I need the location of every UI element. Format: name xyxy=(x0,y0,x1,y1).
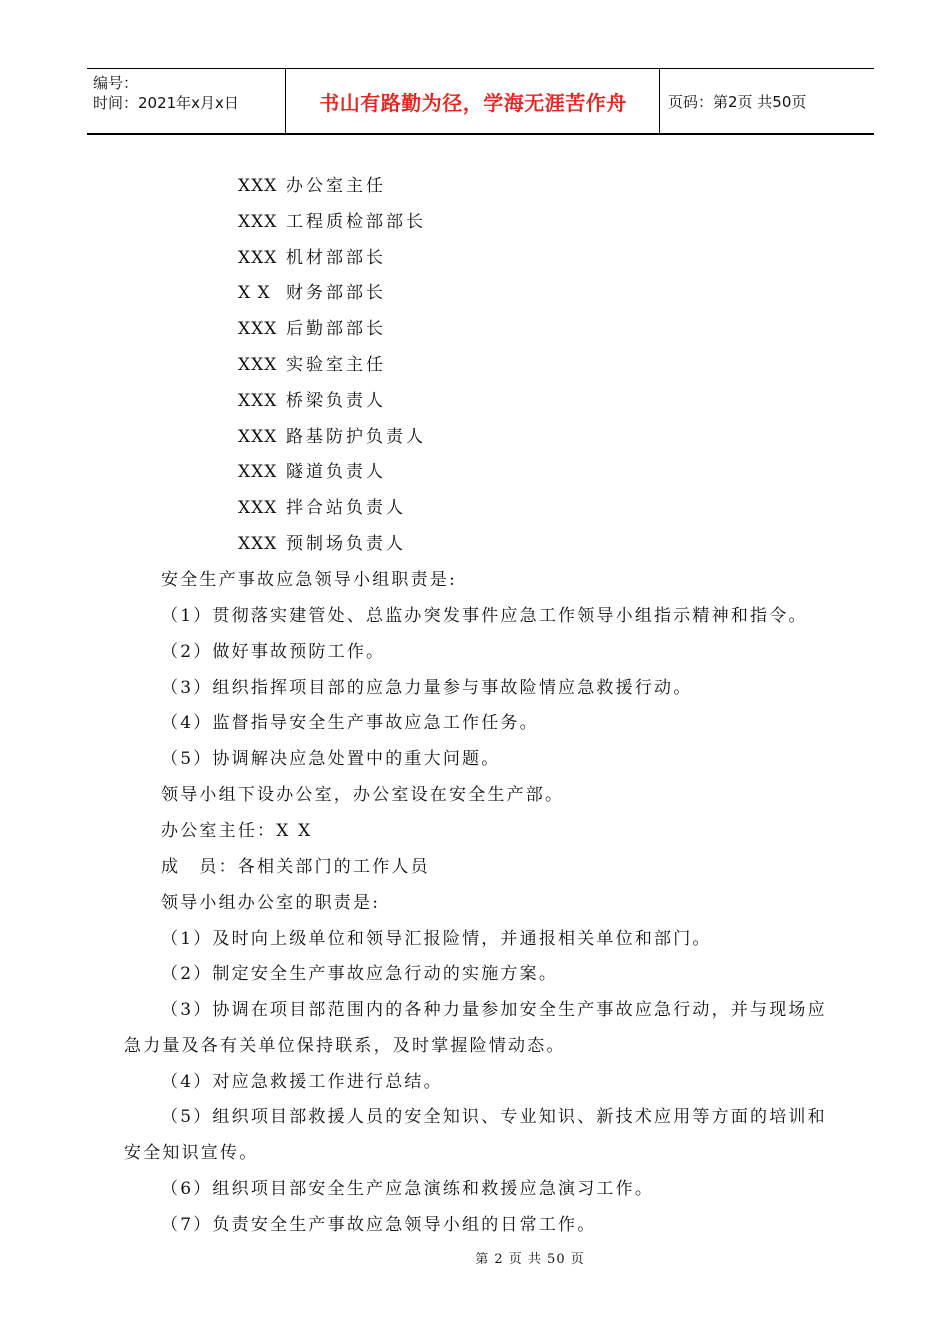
serial-number-label: 编号： xyxy=(93,74,139,92)
header-meta xyxy=(93,73,239,113)
office-duty-item-continued: 急力量及各有关单位保持联系，及时掌握险情动态。 xyxy=(124,1036,566,1056)
header-motto: 书山有路勤为径，学海无涯苦作舟 xyxy=(319,90,627,115)
member-role: 拌合站负责人 xyxy=(286,498,406,518)
member-code: XXX xyxy=(238,427,278,447)
office-duty-item: （6）组织项目部安全生产应急演练和救援应急演习工作。 xyxy=(161,1179,655,1199)
member-code: XXX xyxy=(238,462,278,482)
member-row xyxy=(238,457,386,482)
member-code: XXX xyxy=(238,319,278,339)
member-code: XXX xyxy=(238,534,278,554)
member-role: 预制场负责人 xyxy=(286,534,406,554)
member-row xyxy=(238,278,386,303)
member-row xyxy=(238,207,426,232)
duty-item: （4）监督指导安全生产事故应急工作任务。 xyxy=(161,713,539,733)
duty-item: （2）做好事故预防工作。 xyxy=(161,642,386,662)
member-role: 工程质检部部长 xyxy=(286,212,426,232)
office-director-text: 办公室主任：X X xyxy=(161,821,313,841)
member-role: 办公室主任 xyxy=(286,176,386,196)
duty-item: （3）组织指挥项目部的应急力量参与事故险情应急救援行动。 xyxy=(161,678,693,698)
member-role: 隧道负责人 xyxy=(286,462,386,482)
office-duty-item: （7）负责安全生产事故应急领导小组的日常工作。 xyxy=(161,1215,597,1235)
duty-item: （1）贯彻落实建管处、总监办突发事件应急工作领导小组指示精神和指令。 xyxy=(161,606,808,626)
office-members-text: 成 员：各相关部门的工作人员 xyxy=(161,857,430,877)
member-code: X X xyxy=(238,283,271,303)
member-role: 路基防护负责人 xyxy=(286,427,426,447)
duty-item: （5）协调解决应急处置中的重大问题。 xyxy=(161,749,501,769)
member-role: 桥梁负责人 xyxy=(286,391,386,411)
office-duty-item: （1）及时向上级单位和领导汇报险情，并通报相关单位和部门。 xyxy=(161,929,712,949)
member-row xyxy=(238,386,386,411)
member-row xyxy=(238,243,386,268)
member-code: XXX xyxy=(238,391,278,411)
page-header xyxy=(87,68,874,135)
member-role: 财务部部长 xyxy=(286,283,386,303)
member-row xyxy=(238,493,406,518)
member-row xyxy=(238,314,386,339)
member-code: XXX xyxy=(238,176,278,196)
header-divider-right xyxy=(659,69,660,133)
office-duty-item: （3）协调在项目部范围内的各种力量参加安全生产事故应急行动，并与现场应 xyxy=(161,1000,827,1020)
office-duty-item: （5）组织项目部救援人员的安全知识、专业知识、新技术应用等方面的培训和 xyxy=(161,1107,827,1127)
member-row xyxy=(238,171,386,196)
member-role: 后勤部部长 xyxy=(286,319,386,339)
date-label: 时间：2021年x月x日 xyxy=(93,94,239,112)
page-footer: 第 2 页 共 50 页 xyxy=(475,1252,585,1267)
office-duty-item: （4）对应急救援工作进行总结。 xyxy=(161,1072,443,1092)
office-duties-heading: 领导小组办公室的职责是: xyxy=(161,893,381,913)
member-code: XXX xyxy=(238,248,278,268)
duties-heading: 安全生产事故应急领导小组职责是: xyxy=(161,570,457,590)
office-setup-text: 领导小组下设办公室，办公室设在安全生产部。 xyxy=(161,785,565,805)
member-role: 机材部部长 xyxy=(286,248,386,268)
header-page-info: 页码：第2页 共50页 xyxy=(668,92,807,111)
member-code: XXX xyxy=(238,355,278,375)
member-row xyxy=(238,350,386,375)
office-duty-item-continued: 安全知识宣传。 xyxy=(124,1143,259,1163)
member-code: XXX xyxy=(238,212,278,232)
member-code: XXX xyxy=(238,498,278,518)
member-row xyxy=(238,422,426,447)
member-role: 实验室主任 xyxy=(286,355,386,375)
office-duty-item: （2）制定安全生产事故应急行动的实施方案。 xyxy=(161,964,559,984)
member-row xyxy=(238,529,406,554)
